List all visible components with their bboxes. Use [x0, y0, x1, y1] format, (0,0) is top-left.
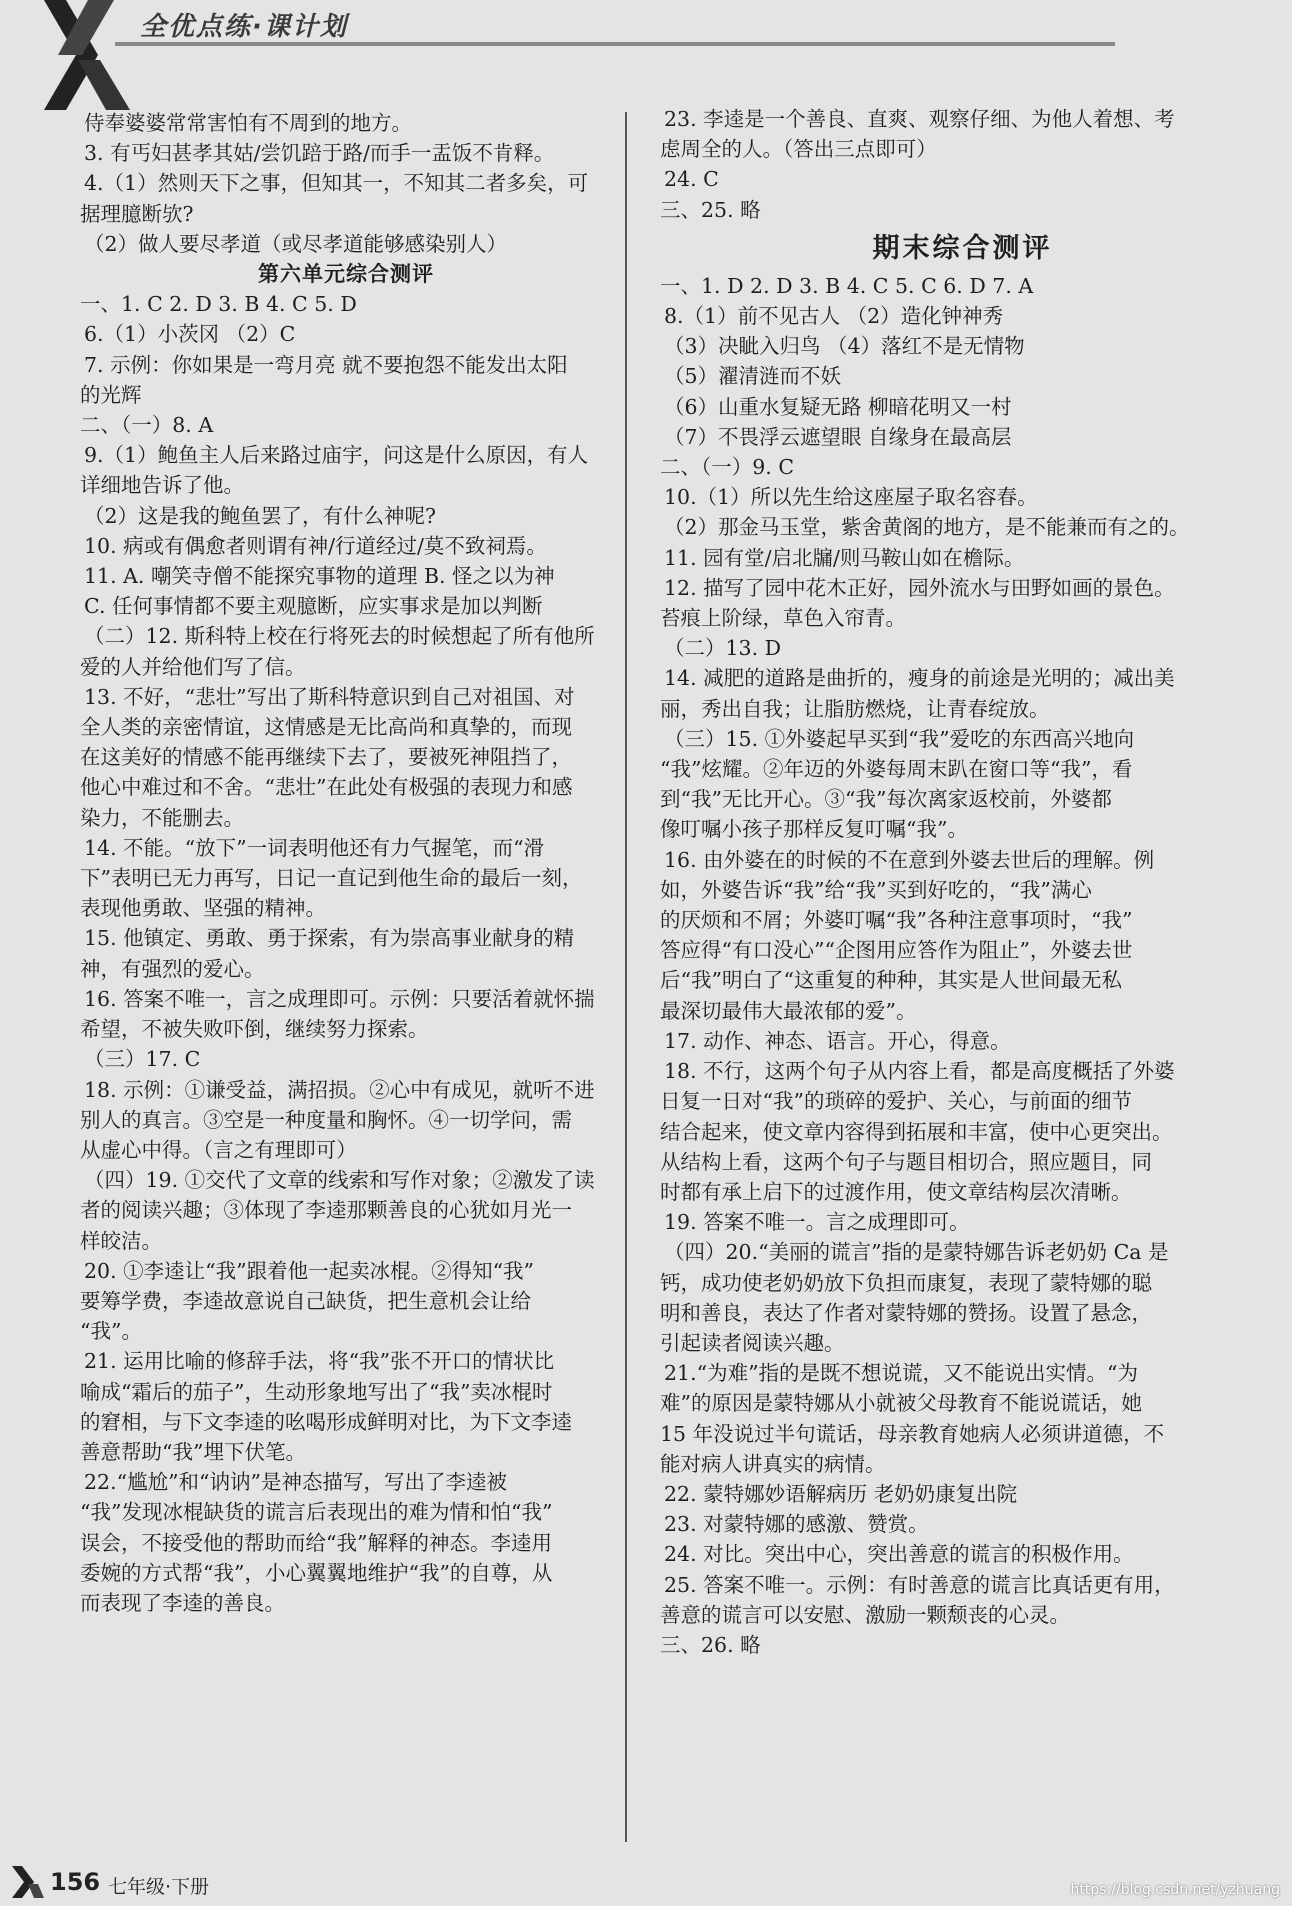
answer-line: 16. 由外婆在的时候的不在意到外婆去世后的理解。例	[664, 847, 1155, 872]
answer-line: 要筹学费，李逵故意说自己缺货，把生意机会让给	[80, 1288, 531, 1313]
answer-line: 3. 有丐妇甚孝其姑/尝饥踣于路/而手一盂饭不肯释。	[84, 141, 555, 166]
answer-line: 喻成“霜后的茄子”，生动形象地写出了“我”卖冰棍时	[80, 1379, 553, 1404]
answer-line: 的光辉	[80, 382, 142, 407]
answer-line: 时都有承上启下的过渡作用，使文章结构层次清晰。	[660, 1179, 1132, 1204]
page-number: 156	[50, 1868, 101, 1896]
answer-line: 染力，不能删去。	[80, 805, 244, 830]
answer-line: 他心中难过和不舍。“悲壮”在此处有极强的表现力和感	[80, 775, 573, 800]
answer-line: （2）做人要尽孝道（或尽孝道能够感染别人）	[84, 231, 508, 256]
answer-line: 明和善良，表达了作者对蒙特娜的赞扬。设置了悬念，	[660, 1300, 1152, 1325]
footer-brand-icon	[8, 1866, 44, 1898]
answer-line: （2）那金马玉堂，紫舍黄阁的地方，是不能兼而有之的。	[664, 515, 1190, 540]
answer-line: 误会，不接受他的帮助而给“我”解释的神态。李逵用	[80, 1530, 552, 1555]
answer-line: 全人类的亲密情谊，这情感是无比高尚和真挚的，而现	[80, 715, 572, 740]
answer-line: 者的阅读兴趣；③体现了李逵那颗善良的心犹如月光一	[80, 1198, 572, 1223]
answer-line: 钙，成功使老奶奶放下负担而康复，表现了蒙特娜的聪	[660, 1270, 1152, 1295]
answer-line: 12. 描写了园中花木正好，园外流水与田野如画的景色。	[664, 575, 1175, 600]
answer-line: 24. C	[664, 167, 719, 192]
answer-line: 6.（1）小茨冈 （2）C	[84, 322, 296, 347]
answer-line: C. 任何事情都不要主观臆断，应实事求是加以判断	[84, 594, 543, 619]
answer-line: 18. 不行，这两个句子从内容上看，都是高度概括了外婆	[664, 1059, 1175, 1084]
answer-line: 神，有强烈的爱心。	[80, 956, 265, 981]
answer-line: （三）15. ①外婆起早买到“我”爱吃的东西高兴地向	[664, 726, 1135, 751]
answer-line: 三、26. 略	[660, 1632, 761, 1657]
answer-line: 爱的人并给他们写了信。	[80, 654, 306, 679]
answer-line: 善意的谎言可以安慰、激励一颗颓丧的心灵。	[660, 1602, 1070, 1627]
answer-line: （四）20.“美丽的谎言”指的是蒙特娜告诉老奶奶 Ca 是	[664, 1240, 1169, 1265]
answer-line: （7）不畏浮云遮望眼 自缘身在最高层	[664, 424, 1012, 449]
answer-line: 14. 减肥的道路是曲折的，瘦身的前途是光明的；减出美	[664, 666, 1175, 691]
answer-line: 希望，不被失败吓倒，继续努力探索。	[80, 1017, 429, 1042]
answer-line: 21.“为难”指的是既不想说谎，又不能说出实情。“为	[664, 1361, 1139, 1386]
answer-line: 18. 示例：①谦受益，满招损。②心中有成见，就听不进	[84, 1077, 595, 1102]
answer-line: 日复一日对“我”的琐碎的爱护、关心，与前面的细节	[660, 1089, 1132, 1114]
answer-line: （3）决眦入归鸟 （4）落红不是无情物	[664, 334, 1025, 359]
answer-line: “我”。	[80, 1319, 142, 1344]
answer-line: 能对病人讲真实的病情。	[660, 1451, 886, 1476]
brand-logo-icon	[18, 0, 138, 110]
answer-line: （三）17. C	[84, 1047, 201, 1072]
answer-line: 16. 答案不唯一，言之成理即可。示例：只要活着就怀揣	[84, 986, 595, 1011]
answer-line: 二、（一）8. A	[80, 413, 214, 438]
answer-line: 从虚心中得。（言之有理即可）	[80, 1137, 357, 1162]
answer-line: 10. 病或有偶愈者则谓有神/行道经过/莫不致祠焉。	[84, 533, 547, 558]
answer-line: 14. 不能。“放下”一词表明他还有力气握笔，而“滑	[84, 835, 545, 860]
answer-line: 23. 对蒙特娜的感激、赞赏。	[664, 1512, 929, 1537]
left-column	[80, 108, 612, 1618]
answer-line: 23. 李逵是一个善良、直爽、观察仔细、为他人着想、考	[664, 107, 1175, 131]
header-title: 全优点练·课计划	[140, 12, 348, 42]
answer-line: 8.（1）前不见古人 （2）造化钟神秀	[664, 304, 1004, 329]
column-divider	[625, 112, 627, 1842]
page-header	[0, 0, 1292, 110]
answer-line: （2）这是我的鲍鱼罢了，有什么神呢?	[84, 503, 437, 528]
answer-line: 的厌烦和不屑；外婆叮嘱“我”各种注意事项时，“我”	[660, 908, 1133, 933]
answer-line: 三、25. 略	[660, 197, 761, 222]
answer-line: 答应得“有口没心”“企图用应答作为阻止”，外婆去世	[660, 938, 1133, 963]
answer-line: 侍奉婆婆常常害怕有不周到的地方。	[84, 111, 412, 135]
answer-line: 难”的原因是蒙特娜从小就被父母教育不能说谎话，她	[660, 1391, 1142, 1416]
answer-line: 引起读者阅读兴趣。	[660, 1330, 845, 1355]
section-heading-large: 期末综合测评	[872, 232, 1053, 264]
answer-line: 样皎洁。	[80, 1228, 162, 1253]
answer-line: 15 年没说过半句谎话，母亲教育她病人必须讲道德，不	[660, 1421, 1165, 1446]
answer-line: “我”发现冰棍缺货的谎言后表现出的难为情和怕“我”	[80, 1500, 553, 1525]
grade-label: 七年级·下册	[108, 1876, 210, 1898]
answer-line: 而表现了李逵的善良。	[80, 1590, 285, 1615]
answer-line: （二）13. D	[664, 636, 782, 661]
answer-line: 20. ①李逵让“我”跟着他一起卖冰棍。②得知“我”	[84, 1258, 535, 1283]
answer-line: （二）12. 斯科特上校在行将死去的时候想起了所有他所	[84, 624, 595, 649]
answer-line: 25. 答案不唯一。示例：有时善意的谎言比真话更有用，	[664, 1572, 1175, 1597]
answer-line: 9.（1）鲍鱼主人后来路过庙宇，问这是什么原因，有人	[84, 443, 589, 468]
answer-line: 11. 园有堂/启北牖/则马鞍山如在檐际。	[664, 545, 1025, 570]
answer-line: 22. 蒙特娜妙语解病历 老奶奶康复出院	[664, 1481, 1018, 1506]
answer-line: 15. 他镇定、勇敢、勇于探索，有为崇高事业献身的精	[84, 926, 575, 951]
answer-line: （5）濯清涟而不妖	[664, 364, 842, 389]
answer-line: 别人的真言。③空是一种度量和胸怀。④一切学问，需	[80, 1107, 572, 1132]
right-column	[660, 104, 1265, 1660]
answer-line: 4.（1）然则天下之事，但知其一，不知其二者多矣，可	[84, 171, 589, 196]
answer-line: 二、（一）9. C	[660, 455, 795, 480]
answer-line: 丽，秀出自我；让脂肪燃烧，让青春绽放。	[660, 696, 1050, 721]
answer-line: 17. 动作、神态、语言。开心，得意。	[664, 1028, 1011, 1053]
answer-line: 委婉的方式帮“我”，小心翼翼地维护“我”的自尊，从	[80, 1560, 553, 1585]
answer-line: （6）山重水复疑无路 柳暗花明又一村	[664, 394, 1012, 419]
answer-line: 结合起来，使文章内容得到拓展和丰富，使中心更突出。	[660, 1119, 1173, 1144]
answer-line: 13. 不好，“悲壮”写出了斯科特意识到自己对祖国、对	[84, 684, 575, 709]
answer-line: 据理臆断欤?	[80, 201, 194, 226]
answer-line: 11. A. 嘲笑寺僧不能探究事物的道理 B. 怪之以为神	[84, 564, 555, 589]
answer-line: 在这美好的情感不能再继续下去了，要被死神阻挡了，	[80, 745, 572, 770]
answer-line: 如，外婆告诉“我”给“我”买到好吃的，“我”满心	[660, 877, 1092, 902]
answer-line: 到“我”无比开心。③“我”每次离家返校前，外婆都	[660, 787, 1112, 812]
answer-line: 一、1. D 2. D 3. B 4. C 5. C 6. D 7. A	[660, 273, 1034, 298]
watermark: https://blog.csdn.net/yzhuang	[1070, 1882, 1280, 1898]
answer-line: 善意帮助“我”埋下伏笔。	[80, 1439, 306, 1464]
answer-line: 最深切最伟大最浓郁的爱”。	[660, 998, 917, 1023]
answer-line: 19. 答案不唯一。言之成理即可。	[664, 1210, 970, 1235]
answer-line: 21. 运用比喻的修辞手法，将“我”张不开口的情状比	[84, 1349, 555, 1374]
answer-line: 从结构上看，这两个句子与题目相切合，照应题目，同	[660, 1149, 1152, 1174]
answer-line: 像叮嘱小孩子那样反复叮嘱“我”。	[660, 817, 968, 842]
answer-line: 22.“尴尬”和“讷讷”是神态描写，写出了李逵被	[84, 1470, 508, 1495]
answer-line: 后“我”明白了“这重复的种种，其实是人世间最无私	[660, 968, 1122, 993]
page-footer	[0, 1862, 1292, 1906]
answer-line: 表现他勇敢、坚强的精神。	[80, 896, 326, 921]
answer-line: 24. 对比。突出中心，突出善意的谎言的积极作用。	[664, 1542, 1134, 1567]
answer-line: 苔痕上阶绿，草色入帘青。	[660, 606, 906, 631]
answer-line: （四）19. ①交代了文章的线索和写作对象；②激发了读	[84, 1168, 595, 1193]
answer-line: 10.（1）所以先生给这座屋子取名容春。	[664, 485, 1038, 510]
answer-line: 一、1. C 2. D 3. B 4. C 5. D	[80, 292, 357, 317]
answer-line: 下”表明已无力再写，日记一直记到他生命的最后一刻，	[80, 866, 583, 891]
section-heading: 第六单元综合测评	[258, 261, 434, 287]
answer-line: “我”炫耀。②年迈的外婆每周末趴在窗口等“我”，看	[660, 757, 1133, 782]
answer-line: 的窘相，与下文李逵的吆喝形成鲜明对比，为下文李逵	[80, 1409, 572, 1434]
answer-line: 虑周全的人。（答出三点即可）	[660, 137, 937, 162]
answer-line: 详细地告诉了他。	[80, 473, 244, 498]
answer-line: 7. 示例：你如果是一弯月亮 就不要抱怨不能发出太阳	[84, 352, 568, 377]
